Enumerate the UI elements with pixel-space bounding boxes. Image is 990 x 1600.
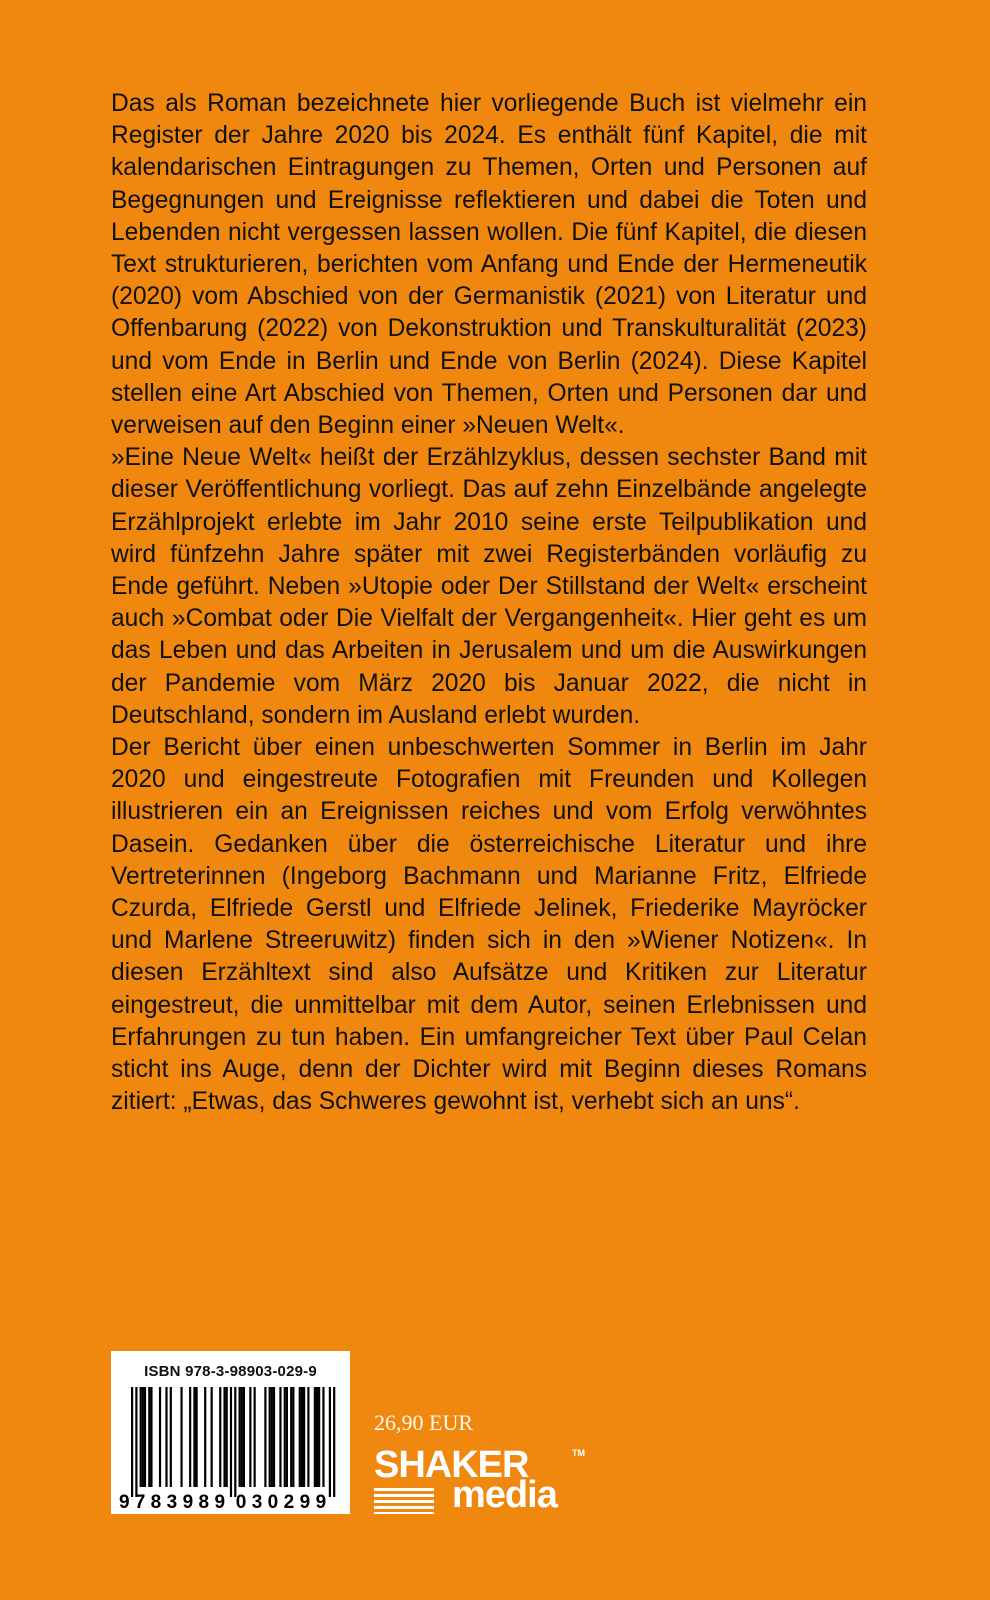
barcode-bar (159, 1387, 161, 1487)
logo-shaker-text: SHAKER (374, 1444, 529, 1486)
barcode-bar (211, 1387, 213, 1487)
barcode-bar (144, 1387, 146, 1487)
barcode-bar (316, 1387, 318, 1487)
barcode-bar (264, 1387, 266, 1487)
barcode-bar (290, 1387, 292, 1487)
barcode-bar (292, 1387, 294, 1487)
barcode-bar (279, 1387, 281, 1487)
barcode-bar (249, 1387, 251, 1487)
barcode-bar (314, 1387, 316, 1487)
back-cover-blurb (111, 88, 867, 1119)
barcode-bar (333, 1387, 335, 1497)
barcode-bar (322, 1387, 324, 1487)
barcode-lead-digit: 9 (119, 1492, 135, 1513)
barcode-bar (196, 1387, 198, 1487)
barcode-right-digits: 030299 (235, 1492, 332, 1513)
barcode-bar (142, 1387, 144, 1487)
barcode-bar (193, 1387, 195, 1487)
barcode-bar (329, 1387, 331, 1497)
barcode-bar (307, 1387, 309, 1487)
isbn-barcode (111, 1351, 350, 1514)
barcode-bar (273, 1387, 275, 1487)
barcode-bar (131, 1387, 133, 1497)
barcode-bar (180, 1387, 182, 1487)
barcode-bar (150, 1387, 152, 1487)
barcode-bar (135, 1387, 137, 1497)
barcode-bar (234, 1387, 236, 1497)
barcode-bar (286, 1387, 288, 1487)
logo-stripes-icon (374, 1486, 450, 1514)
barcode-bar (230, 1387, 232, 1497)
isbn-label: ISBN 978-3-98903-029-9 (144, 1363, 317, 1380)
publisher-logo (374, 1446, 594, 1516)
barcode-bar (254, 1387, 256, 1487)
barcode-bar (299, 1387, 301, 1487)
blurb-paragraph: »Eine Neue Welt« heißt der Erzählzyklus, dessen sechster Band mit dieser Veröffentlichung vorliegt. Das auf zehn Einzelbände angelegte Erzählprojekt erlebte im Jahr 2010 seine erste Teilpublikation und wird fünfzehn Jahre später mit zwei Registerbänden vorläufig zu Ende geführt. Neben »Utopie oder Der Stillstand der Welt« erscheint auch »Combat oder Die Vielfalt der Vergangenheit«. Hier geht es um das Leben und das Arbeiten in Jerusalem und um die Auswirkungen der Pandemie vom März 2020 bis Januar 2022, die nicht in Deutschland, sondern im Ausland erlebt wurden. (111, 444, 867, 729)
barcode-bar (241, 1387, 243, 1487)
barcode-bar (204, 1387, 206, 1487)
barcode-bar (226, 1387, 228, 1487)
barcode-bar (189, 1387, 191, 1487)
blurb-paragraph: Der Bericht über einen unbeschwerten Sommer in Berlin im Jahr 2020 und eingestreute Fotografien mit Freunden und Kollegen illustrieren ein an Ereignissen reiches und vom Erfolg verwöhntes Dasein. Gedanken über die österreichische Literatur und ihre Vertreterinnen (Ingeborg Bachmann und Marianne Fritz, Elfriede Czurda, Elfriede Gerstl und Elfriede Jelinek, Friederike Mayröcker und Marlene Streeruwitz) finden sich in den »Wiener Notizen«. In diesen Erzähltext sind also Aufsätze und Kritiken zur Literatur eingestreut, die unmittelbar mit dem Autor, seinen Erlebnissen und Erfahrungen zu tun haben. Ein umfangreicher Text über Paul Celan sticht ins Auge, denn der Dichter wird mit Beginn dieses Romans zitiert: „Etwas, das Schweres gewohnt ist, verhebt sich an uns“. (111, 734, 867, 1116)
barcode-bar (301, 1387, 303, 1487)
blurb-paragraph: Das als Roman bezeichnete hier vorliegende Buch ist vielmehr ein Register der Jahre 2020 bis 2024. Es enthält fünf Kapitel, die mit kalendarischen Eintragungen zu Themen, Orten und Personen auf Begegnungen und Ereignisse reflektieren und dabei die Toten und Lebenden nicht vergessen lassen wollen. Die fünf Kapitel, die diesen Text strukturieren, berichten vom Anfang und Ende der Hermeneutik (2020) vom Abschied von der Germanistik (2021) von Literatur und Offenbarung (2022) von Dekonstruktion und Transkulturalität (2023) und vom Ende in Berlin und Ende von Berlin (2024). Diese Kapitel stellen eine Art Abschied von Themen, Orten und Personen dar und verweisen auf den Beginn einer »Neuen Welt«. (111, 90, 867, 440)
barcode-bar (269, 1387, 271, 1487)
barcode-left-digits: 783989 (134, 1492, 231, 1513)
barcode-bar (219, 1387, 221, 1487)
barcode-bar (148, 1387, 150, 1487)
logo-media-text: media (452, 1474, 557, 1516)
barcode-bar (271, 1387, 273, 1487)
price-label: 26,90 EUR (374, 1410, 473, 1435)
barcode-bar (170, 1387, 172, 1487)
barcode-bar (284, 1387, 286, 1487)
barcode-bar (243, 1387, 245, 1487)
barcode-bar (140, 1387, 142, 1487)
barcode-bar (303, 1387, 305, 1487)
barcode-bar (165, 1387, 167, 1487)
logo-trademark: TM (572, 1448, 585, 1458)
barcode-bar (318, 1387, 320, 1487)
barcode-bar (239, 1387, 241, 1487)
barcode-graphic (111, 1351, 350, 1514)
barcode-bar (223, 1387, 225, 1487)
